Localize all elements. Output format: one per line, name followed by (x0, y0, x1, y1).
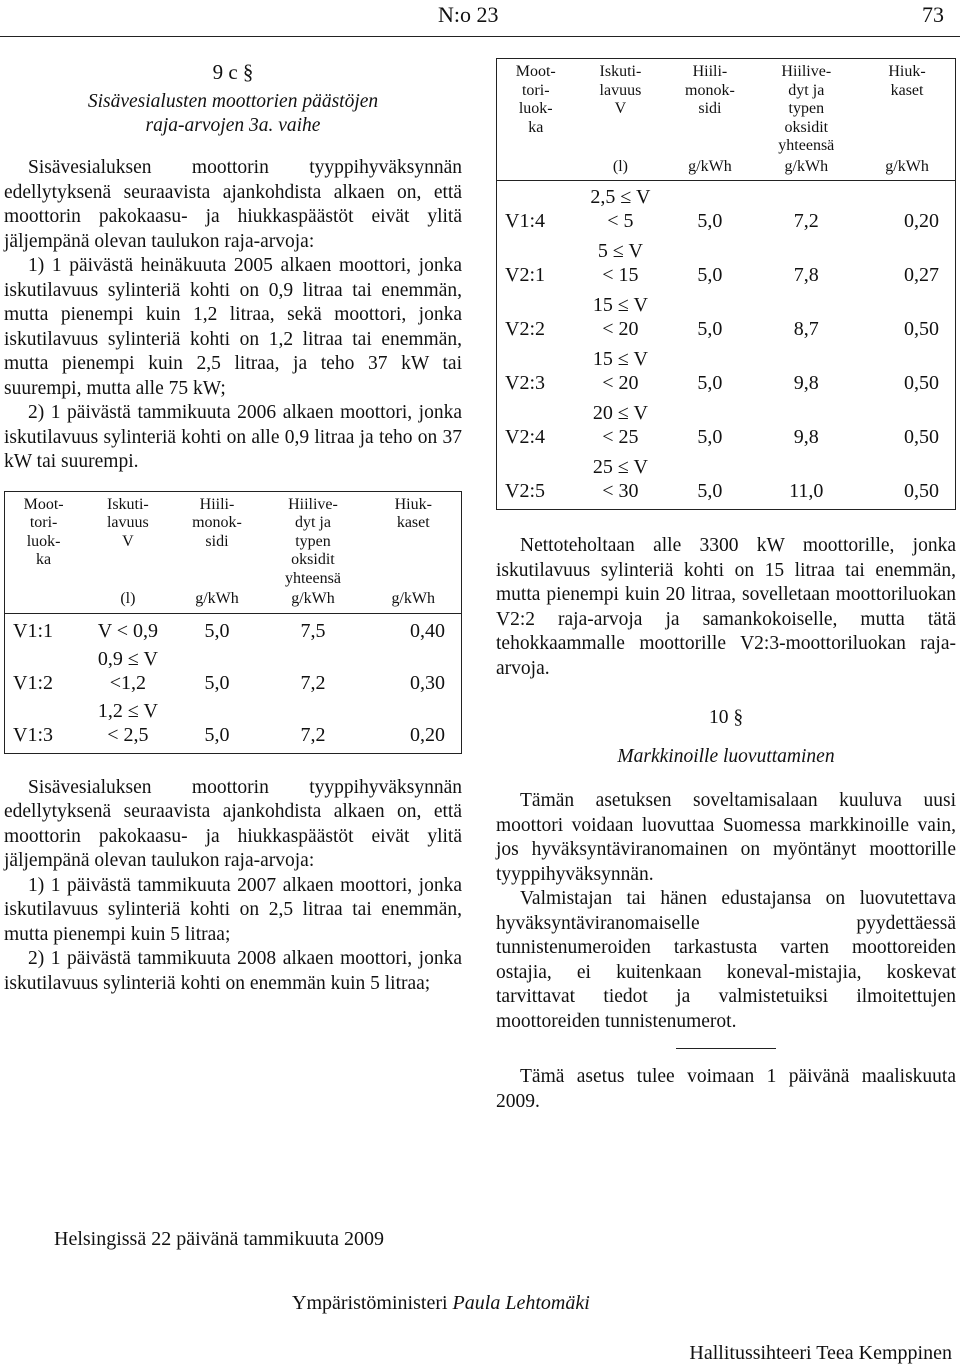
unit-volume: (l) (120, 590, 136, 607)
unit-hcnox: g/kWh (784, 157, 829, 175)
signature-secretary: Hallitussihteeri Teea Kemppinen (689, 1342, 952, 1364)
paragraph: Sisävesialuksen moottorin tyyppihyväksynnän edellytyksenä seuraavista ajankohdista alkaen on, että moottorin pakokaasu- ja hiukkaspäästöt eivät ylitä jäljempänä olevan taulukon raja-arvoja: (4, 776, 462, 871)
section-title: Markkinoille luovuttaminen (617, 746, 835, 767)
table-row: V2:3 15 ≤ V < 20 5,0 9,8 0,50 (505, 348, 939, 394)
paragraph: Tämä asetus tulee voimaan 1 päivänä maaliskuuta 2009. (496, 1066, 956, 1112)
col-header-hcnox: Hiilive- dyt ja typen oksidit yhteensä (778, 63, 835, 154)
minister-name: Paula Lehtomäki (452, 1292, 590, 1314)
volume-upper: <1,2 (109, 671, 147, 694)
col-header-class: Moot- tori- luok- ka (515, 63, 556, 136)
section-title-line2: raja-arvojen 3a. vaihe (145, 115, 321, 136)
col-header-volume: Iskuti- lavuus V (599, 63, 642, 117)
section-title-line1: Sisävesialusten moottorien päästöjen (87, 91, 379, 112)
page-header (0, 0, 960, 40)
page-number: 73 (922, 2, 944, 27)
col-header-class: Moot- tori- luok- ka (23, 495, 64, 568)
unit-pm: g/kWh (391, 590, 436, 607)
divider-rule (676, 1048, 776, 1049)
col-header-hcnox: Hiilive- dyt ja typen oksidit yhteensä (284, 495, 341, 587)
volume-lower: 0,9 ≤ V (97, 647, 158, 670)
paragraph: Valmistajan tai hänen edustajansa on luovutettava hyväksyntäviranomaiselle pyydettäessä tunnistenumeroiden tarkastusta varten moottoreiden ostajia, ei kuitenkaan koneval-mistajia, koskevat tarvittavat tiedot ja valmistetuiksi ilmoitettujen moottoreiden tunnistenumerot. (496, 888, 956, 1032)
list-item: 2) 1 päivästä tammikuuta 2008 alkaen moottori, jonka iskutilavuus sylinteriä kohti on enemmän kuin 5 litraa; (4, 948, 462, 994)
list-item: 1) 1 päivästä tammikuuta 2007 alkaen moottori, jonka iskutilavuus sylinteriä kohti on 2,5 litraa tai enemmän, mutta pienempi kuin 5 litraa; (4, 874, 462, 945)
col-header-co: Hiili- monok- sidi (685, 63, 735, 117)
paragraph: Sisävesialuksen moottorin tyyppihyväksynnän edellytyksenä seuraavista ajankohdista alkaen on, että moottorin pakokaasu- ja hiukkaspäästöt eivät ylitä jäljempänä olevan taulukon raja-arvoja: (4, 157, 462, 252)
col-header-co: Hiili- monok- sidi (192, 495, 242, 550)
list-item: 2) 1 päivästä tammikuuta 2006 alkaen moottori, jonka iskutilavuus sylinteriä kohti on alle 0,9 litraa ja teho on 37 kW tai suurempi. (4, 402, 462, 472)
table-row: V2:5 25 ≤ V < 30 5,0 11,0 0,50 (505, 456, 939, 502)
unit-hcnox: g/kWh (291, 590, 335, 607)
table-row: V1:3 1,2 ≤ V < 2,5 5,0 7,2 0,20 (13, 699, 445, 746)
table-row: V1:2 0,9 ≤ V <1,2 5,0 7,2 0,30 (13, 647, 445, 694)
signature-date: Helsingissä 22 päivänä tammikuuta 2009 (54, 1228, 384, 1250)
table-row: V1:1 V < 0,9 5,0 7,5 0,40 (5, 613, 462, 647)
header-rule (0, 36, 960, 37)
limits-table-v2 (496, 58, 956, 510)
paragraph: Nettoteholtaan alle 3300 kW moottorille, jonka iskutilavuus sylinteriä kohti on 15 litraa tai enemmän, mutta pienempi kuin 20 litraa, sovelletaan moottoriluokan V2:2 raja-arvoja ja samankokoiselle, mutta tätä tehokkaammalle moottorille V2:3-moottoriluokan raja-arvoja. (496, 535, 956, 679)
volume-upper: < 2,5 (107, 723, 149, 746)
left-column (4, 58, 462, 996)
unit-co: g/kWh (688, 157, 732, 175)
unit-pm: g/kWh (885, 157, 929, 175)
limits-table-v1 (4, 491, 462, 754)
issue-number: N:o 23 (438, 2, 499, 27)
col-header-pm: Hiuk- kaset (888, 63, 926, 99)
section-number: 9 c § (212, 60, 254, 84)
col-header-volume: Iskuti- lavuus V (106, 495, 149, 550)
col-header-pm: Hiuk- kaset (394, 495, 432, 531)
minister-title: Ympäristöministeri (292, 1292, 448, 1314)
table-row: V2:4 20 ≤ V < 25 5,0 9,8 0,50 (505, 402, 939, 448)
signature-minister (292, 1292, 590, 1315)
paragraph: Tämän asetuksen soveltamisalaan kuuluva uusi moottori voidaan luovuttaa Suomessa markkinoille vain, jos hyväksyntäviranomainen on myöntänyt moottorille tyyppihyväksynnän. (496, 790, 956, 885)
table-row: V2:2 15 ≤ V < 20 5,0 8,7 0,50 (505, 294, 939, 340)
section-number: 10 § (708, 707, 744, 728)
list-item: 1) 1 päivästä heinäkuuta 2005 alkaen moottori, jonka iskutilavuus sylinteriä kohti on 0,9 litraa tai enemmän, mutta pienempi kuin 1,2 litraa, sekä moottori, jonka iskutilavuus sylinteriä kohti on 1,2 litraa tai enemmän, mutta pienempi kuin 2,5 litraa, ja teho 37 kW tai suurempi, mutta alle 75 kW; (4, 255, 462, 399)
unit-volume: (l) (612, 157, 628, 175)
right-column (496, 58, 956, 1114)
volume-lower: 1,2 ≤ V (97, 699, 158, 722)
table-row: V1:4 2,5 ≤ V < 5 5,0 7,2 0,20 (497, 181, 956, 240)
unit-co: g/kWh (195, 590, 239, 607)
table-row: V2:1 5 ≤ V < 15 5,0 7,8 0,27 (505, 240, 939, 286)
